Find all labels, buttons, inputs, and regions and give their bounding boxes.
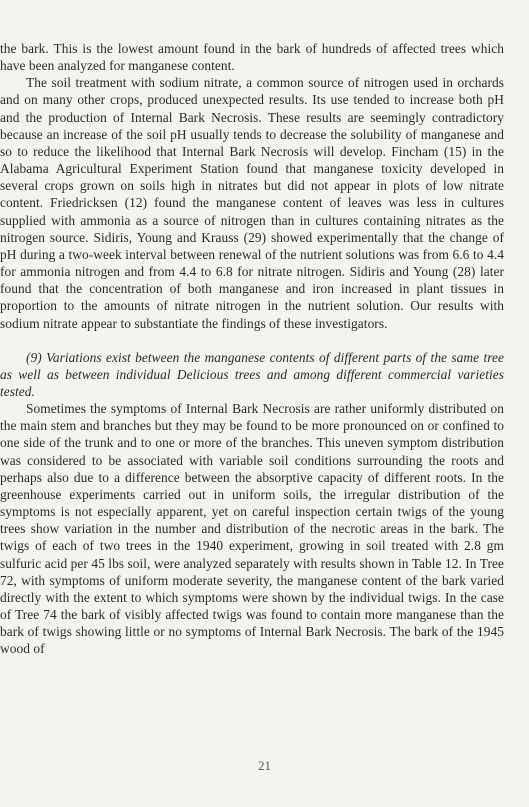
paragraph-sodium-nitrate: The soil treatment with sodium nitrate, a common source of nitrogen used in orchards and on many other crops, produced unexpected results. Its use tended to increase both pH and the production of Internal Bark Necrosis. These results are seemingly contradictory because an increase of the soil pH usually tends to decrease the solubility of manganese and so to reduce the likelihood that Internal Bark Necrosis will develop. Fincham (15) in the Alabama Agricultural Experiment Station found that manganese toxicity developed in several crops grown on soils high in nitrates but did not appear in plots of low nitrate content. Friedricksen (12) found the manganese content of leaves was less in cultures supplied with ammonia as a source of nitrogen than in cultures containing nitrates as the nitrogen source. Sidiris, Young and Krauss (29) showed experimentally that the change of pH during a two-week interval between renewal of the nutrient solutions was from 6.6 to 4.4 for ammonia nitrogen and from 4.4 to 6.8 for nitrate nitrogen. Sidiris and Young (28) later found that the concentration of both manganese and iron increased in plant tissues in proportion to the amounts of nitrate nitrogen in the nutrient solution. Our results with sodium nitrate appear to substantiate the findings of these investigators. bbox=[0, 75, 504, 331]
page-number: 21 bbox=[258, 758, 271, 773]
finding-heading: (9) Variations exist between the manganese contents of different parts of the same tree as well as between individual Delicious trees and among different commercial varieties tested. bbox=[0, 349, 504, 399]
paragraph-continuation: the bark. This is the lowest amount found in the bark of hundreds of affected trees which have been analyzed for manganese content. bbox=[0, 41, 504, 74]
paragraph-symptom-distribution: Sometimes the symptoms of Internal Bark Necrosis are rather uniformly distributed on the main stem and branches but they may be found to be more pronounced on or confined to one side of the trunk and to one or more of the branches. This uneven symptom distribution was considered to be associated with variable soil conditions surrounding the roots and perhaps also due to a difference between the absorptive capacity of different roots. In the greenhouse experiments carried out in uniform soils, the irregular distribution of the symptoms is not especially apparent, yet on careful inspection certain twigs of the young trees show variation in the number and distribution of the necrotic areas in the bark. The twigs of each of two trees in the 1940 experiment, growing in soil treated with 2.8 gm sulfuric acid per 45 lbs soil, were analyzed separately with results shown in Table 12. In Tree 72, with symptoms of uniform moderate severity, the manganese content of the bark varied directly with the extent to which symptoms were shown by the individual twigs. In the case of Tree 74 the bark of visibly affected twigs was found to contain more manganese than the bark of twigs showing little or no symptoms of Internal Bark Necrosis. The bark of the 1945 wood of bbox=[0, 401, 504, 657]
paragraph-gap bbox=[0, 332, 504, 349]
body-text bbox=[0, 40, 504, 657]
